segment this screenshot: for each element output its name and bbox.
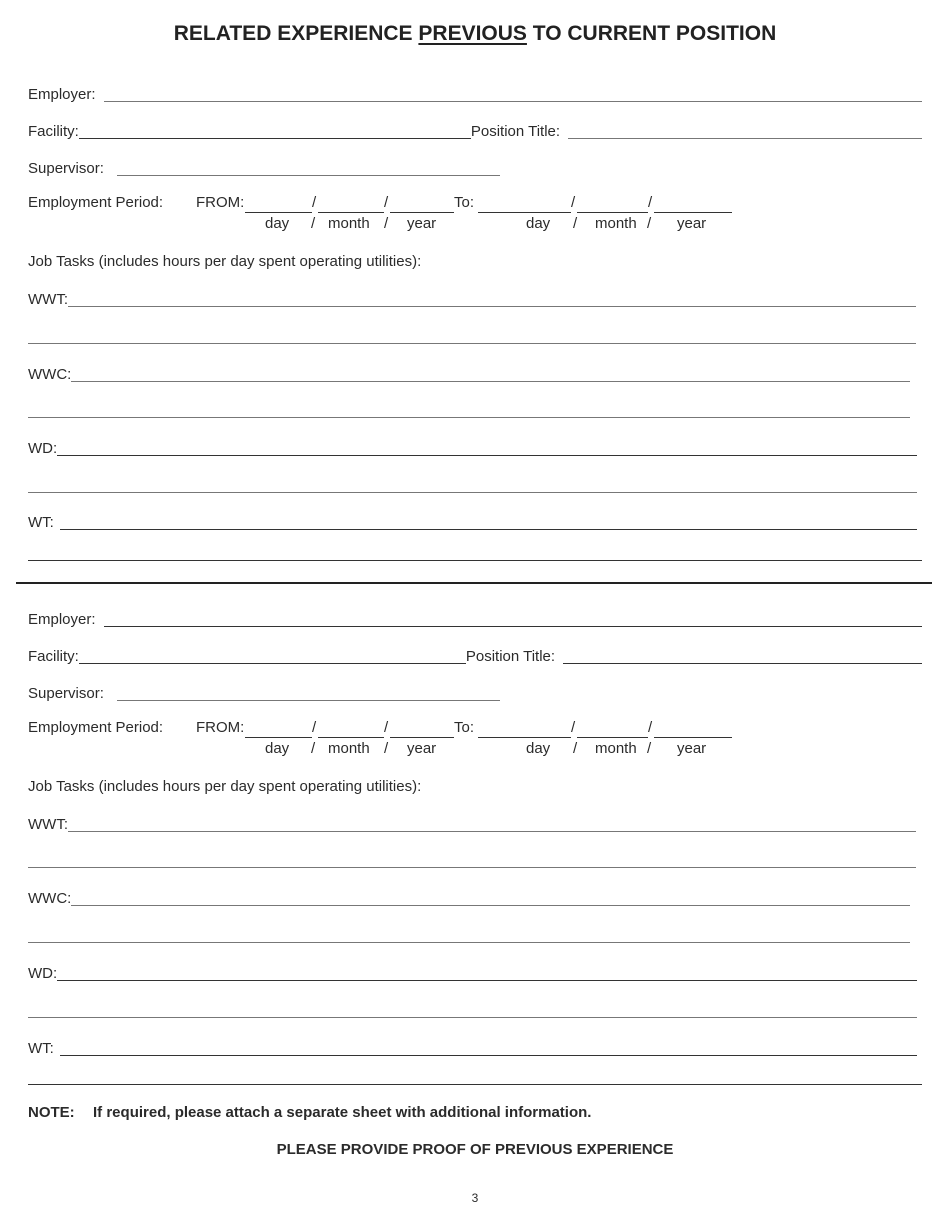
- slash: /: [311, 215, 316, 232]
- proof-notice: PLEASE PROVIDE PROOF OF PREVIOUS EXPERIENCE: [276, 1141, 674, 1158]
- slash: /: [573, 740, 578, 757]
- day-caption: day: [526, 215, 551, 232]
- wd-row: [28, 436, 917, 458]
- position-title-label: Position Title:: [470, 123, 561, 140]
- wt-row: [28, 1036, 917, 1058]
- to-month-field[interactable]: [577, 737, 648, 738]
- from-year-field[interactable]: [390, 212, 454, 213]
- wd-row: [28, 961, 917, 983]
- note-label: NOTE:: [28, 1104, 75, 1121]
- supervisor-row: [28, 681, 500, 703]
- wwc-field-line-2[interactable]: [28, 942, 910, 943]
- position-title-field[interactable]: [568, 124, 922, 139]
- note-text: If required, please attach a separate sheet with additional information.: [93, 1104, 592, 1121]
- slash: /: [312, 719, 317, 736]
- wwt-label: WWT:: [28, 816, 68, 833]
- wwt-row: [28, 812, 916, 834]
- supervisor-field[interactable]: [117, 686, 500, 701]
- wwc-row: [28, 886, 910, 908]
- to-label: To:: [454, 194, 475, 211]
- from-year-field[interactable]: [390, 737, 454, 738]
- employer-row: [28, 82, 922, 104]
- wwt-field[interactable]: [68, 292, 916, 307]
- slash: /: [647, 740, 652, 757]
- facility-row: [28, 644, 922, 666]
- slash: /: [571, 194, 576, 211]
- facility-label: Facility:: [28, 648, 79, 665]
- year-caption: year: [407, 215, 437, 232]
- slash: /: [384, 194, 389, 211]
- wd-field[interactable]: [57, 966, 917, 981]
- wwc-label: WWC:: [28, 890, 72, 907]
- year-caption: year: [677, 740, 707, 757]
- wwt-field-line-2[interactable]: [28, 867, 916, 868]
- job-tasks-label: Job Tasks (includes hours per day spent operating utilities):: [28, 778, 422, 795]
- day-caption: day: [526, 740, 551, 757]
- wd-field-line-2[interactable]: [28, 492, 917, 493]
- from-day-field[interactable]: [245, 737, 312, 738]
- slash: /: [311, 740, 316, 757]
- from-month-field[interactable]: [318, 737, 384, 738]
- slash: /: [312, 194, 317, 211]
- facility-label: Facility:: [28, 123, 79, 140]
- wwt-field[interactable]: [68, 817, 916, 832]
- supervisor-label: Supervisor:: [28, 160, 104, 177]
- slash: /: [384, 719, 389, 736]
- employer-field[interactable]: [104, 87, 922, 102]
- to-day-field[interactable]: [478, 212, 571, 213]
- wd-label: WD:: [28, 965, 58, 982]
- note: [28, 1104, 591, 1121]
- to-year-field[interactable]: [654, 737, 732, 738]
- slash: /: [573, 215, 578, 232]
- month-caption: month: [595, 215, 637, 232]
- employer-field[interactable]: [104, 612, 922, 627]
- slash: /: [384, 740, 389, 757]
- slash: /: [647, 215, 652, 232]
- wd-field[interactable]: [57, 441, 917, 456]
- wt-field[interactable]: [60, 515, 917, 530]
- supervisor-field[interactable]: [117, 161, 500, 176]
- wt-row: [28, 510, 917, 532]
- wwt-row: [28, 287, 916, 309]
- wwc-field[interactable]: [71, 891, 910, 906]
- wd-label: WD:: [28, 440, 58, 457]
- to-label: To:: [454, 719, 475, 736]
- supervisor-label: Supervisor:: [28, 685, 104, 702]
- slash: /: [571, 719, 576, 736]
- wwc-label: WWC:: [28, 366, 72, 383]
- employer-label: Employer:: [28, 86, 96, 103]
- wt-label: WT:: [28, 514, 54, 531]
- wt-field[interactable]: [60, 1041, 917, 1056]
- employer-label: Employer:: [28, 611, 96, 628]
- section-divider: [16, 582, 932, 584]
- month-caption: month: [595, 740, 637, 757]
- from-label: FROM:: [196, 719, 245, 736]
- wt-label: WT:: [28, 1040, 54, 1057]
- wwt-field-line-2[interactable]: [28, 343, 916, 344]
- to-month-field[interactable]: [577, 212, 648, 213]
- from-label: FROM:: [196, 194, 245, 211]
- slash: /: [648, 194, 653, 211]
- slash: /: [384, 215, 389, 232]
- employment-period-label: Employment Period:: [28, 194, 164, 211]
- wd-field-line-2[interactable]: [28, 1017, 917, 1018]
- position-title-label: Position Title:: [465, 648, 556, 665]
- wt-field-line-2[interactable]: [28, 1084, 922, 1085]
- supervisor-row: [28, 156, 500, 178]
- year-caption: year: [407, 740, 437, 757]
- slash: /: [648, 719, 653, 736]
- facility-row: [28, 119, 922, 141]
- wwc-field-line-2[interactable]: [28, 417, 910, 418]
- wwc-row: [28, 362, 910, 384]
- wwc-field[interactable]: [71, 367, 910, 382]
- from-day-field[interactable]: [245, 212, 312, 213]
- month-caption: month: [328, 740, 370, 757]
- position-title-field[interactable]: [563, 649, 922, 664]
- facility-field[interactable]: [79, 649, 466, 664]
- facility-field[interactable]: [79, 124, 471, 139]
- year-caption: year: [677, 215, 707, 232]
- to-year-field[interactable]: [654, 212, 732, 213]
- to-day-field[interactable]: [478, 737, 571, 738]
- wt-field-line-2[interactable]: [28, 560, 922, 561]
- employment-period-label: Employment Period:: [28, 719, 164, 736]
- day-caption: day: [265, 740, 290, 757]
- page-title: RELATED EXPERIENCE PREVIOUS TO CURRENT POSITION: [173, 22, 777, 45]
- wwt-label: WWT:: [28, 291, 68, 308]
- from-month-field[interactable]: [318, 212, 384, 213]
- job-tasks-label: Job Tasks (includes hours per day spent operating utilities):: [28, 253, 422, 270]
- month-caption: month: [328, 215, 370, 232]
- employer-row: [28, 607, 922, 629]
- day-caption: day: [265, 215, 290, 232]
- page-number: 3: [471, 1191, 479, 1205]
